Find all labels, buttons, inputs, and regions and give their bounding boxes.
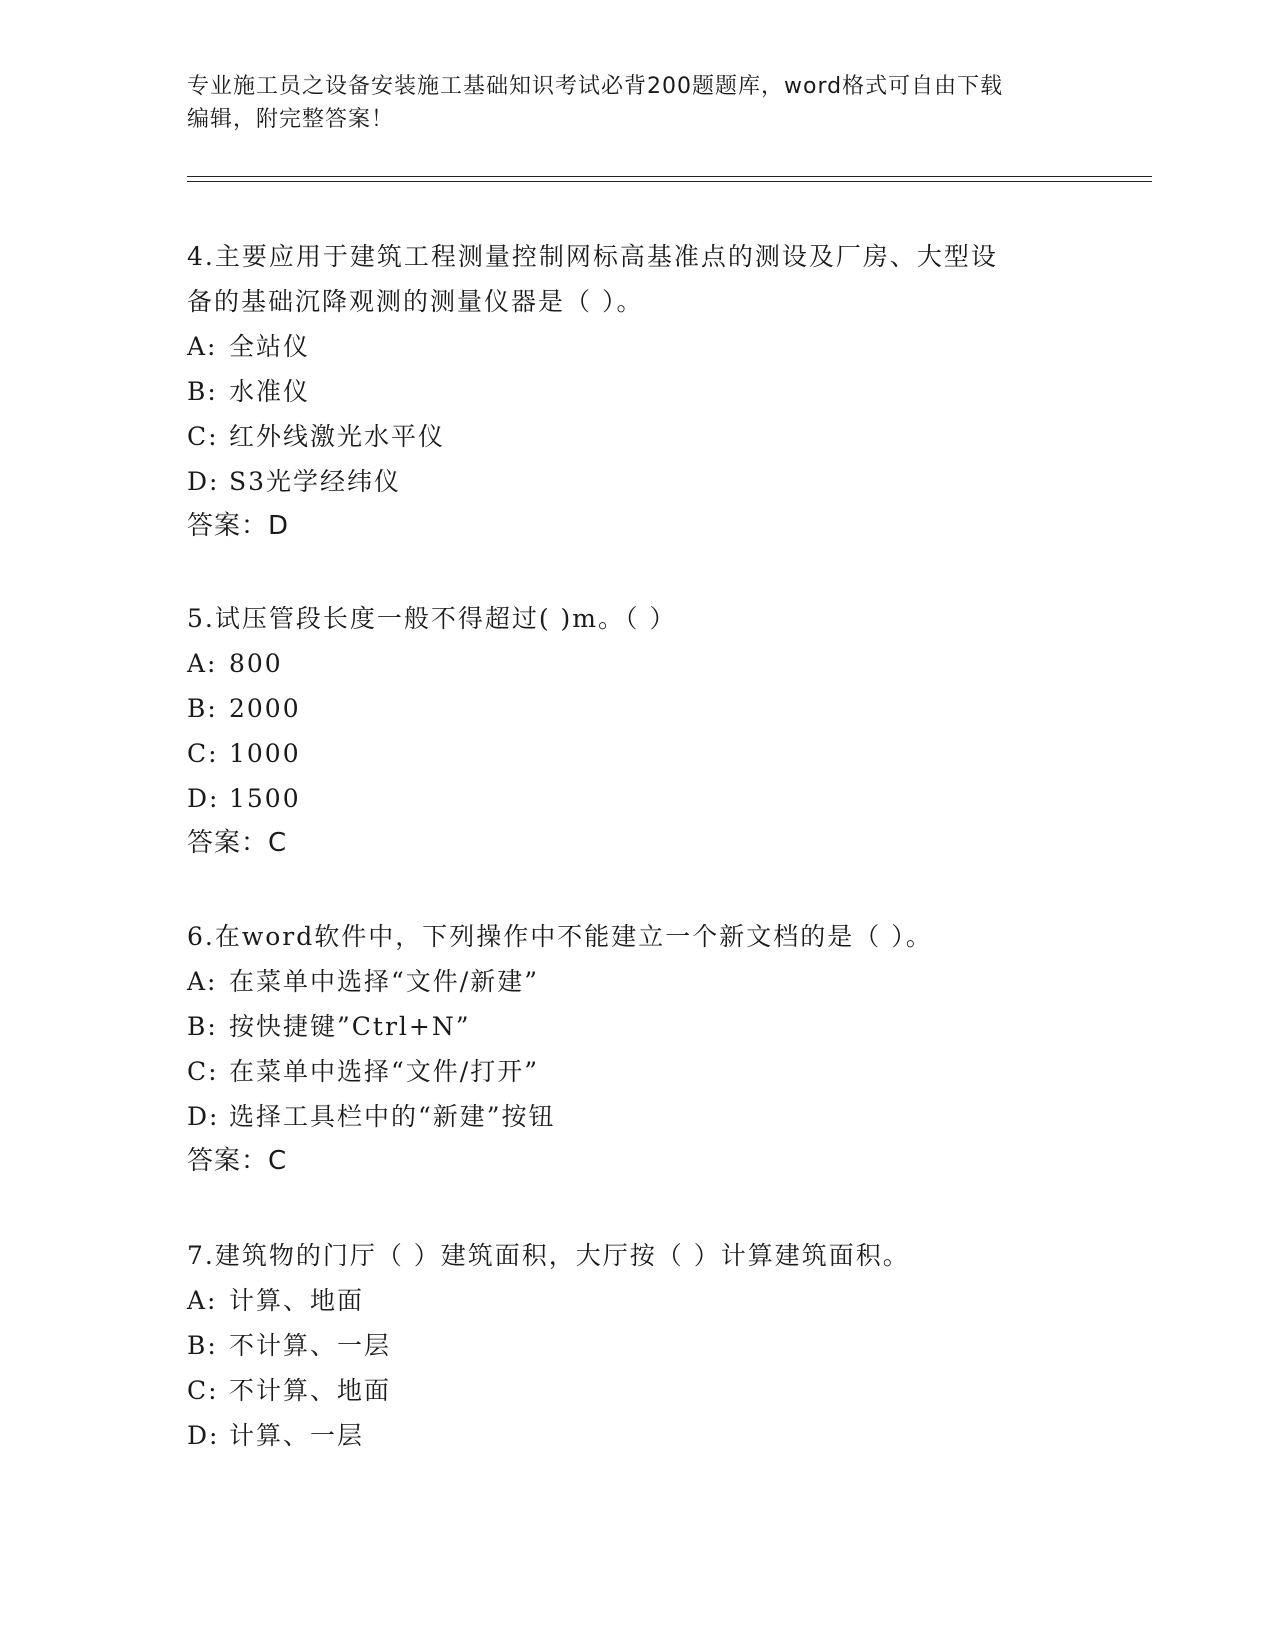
option-key: C: (187, 1057, 219, 1086)
option-key: B: (187, 377, 218, 406)
option-d (187, 1094, 1087, 1139)
option-text: 选择工具栏中的“新建”按钮 (229, 1102, 556, 1131)
option-text: 不计算、一层 (229, 1331, 392, 1360)
option-a (187, 959, 1087, 1004)
option-key: A: (187, 967, 218, 996)
option-c (187, 414, 1087, 459)
option-a (187, 641, 1087, 686)
option-key: D: (187, 1421, 220, 1450)
question-stem: 4.主要应用于建筑工程测量控制网标高基准点的测设及厂房、大型设 (187, 242, 998, 271)
option-text: 不计算、地面 (229, 1376, 392, 1405)
question-5 (187, 596, 1087, 866)
question-stem: 5.试压管段长度一般不得超过( )m。（ ） (187, 604, 677, 633)
option-text: 1000 (229, 739, 301, 768)
option-text: 在菜单中选择“文件/打开” (229, 1057, 539, 1086)
option-key: D: (187, 467, 220, 496)
option-key: B: (187, 1012, 218, 1041)
option-key: A: (187, 1286, 218, 1315)
option-key: A: (187, 332, 218, 361)
option-a (187, 324, 1087, 369)
option-c (187, 731, 1087, 776)
question-stem-continued: 备的基础沉降观测的测量仪器是（ ）。 (187, 287, 644, 316)
question-6 (187, 914, 1087, 1184)
option-b (187, 369, 1087, 414)
option-text: 红外线激光水平仪 (229, 422, 446, 451)
question-7 (187, 1233, 1087, 1458)
option-key: B: (187, 1331, 218, 1360)
question-stem: 7.建筑物的门厅（ ）建筑面积，大厅按（ ）计算建筑面积。 (187, 1241, 910, 1270)
option-text: 计算、一层 (229, 1421, 365, 1450)
option-b (187, 1004, 1087, 1049)
option-key: D: (187, 784, 220, 813)
option-key: C: (187, 739, 219, 768)
header-divider-top (187, 176, 1152, 177)
option-d (187, 776, 1087, 821)
option-key: B: (187, 694, 218, 723)
option-text: 全站仪 (229, 332, 311, 361)
option-b (187, 1323, 1087, 1368)
option-text: 在菜单中选择“文件/新建” (229, 967, 539, 996)
answer-line: 答案：C (187, 828, 288, 858)
question-stem: 6.在word软件中，下列操作中不能建立一个新文档的是（ ）。 (187, 922, 933, 951)
header-divider-bottom (187, 181, 1152, 182)
option-a (187, 1278, 1087, 1323)
option-text: 2000 (229, 694, 301, 723)
document-header (187, 70, 1087, 136)
header-line-1: 专业施工员之设备安装施工基础知识考试必背200题题库，word格式可自由下载 (187, 74, 1004, 99)
option-key: C: (187, 1376, 219, 1405)
option-d (187, 459, 1087, 504)
answer-line: 答案：D (187, 511, 290, 541)
answer-line: 答案：C (187, 1146, 288, 1176)
option-d (187, 1413, 1087, 1458)
option-text: 800 (229, 649, 283, 678)
option-b (187, 686, 1087, 731)
option-c (187, 1368, 1087, 1413)
option-key: C: (187, 422, 219, 451)
option-text: 1500 (229, 784, 301, 813)
option-text: 按快捷键”Ctrl+N” (229, 1012, 471, 1041)
option-key: A: (187, 649, 218, 678)
option-c (187, 1049, 1087, 1094)
option-key: D: (187, 1102, 220, 1131)
option-text: 水准仪 (229, 377, 311, 406)
header-line-2: 编辑，附完整答案！ (187, 107, 395, 132)
question-4 (187, 234, 1087, 549)
option-text: 计算、地面 (229, 1286, 365, 1315)
option-text: S3光学经纬仪 (229, 467, 402, 496)
